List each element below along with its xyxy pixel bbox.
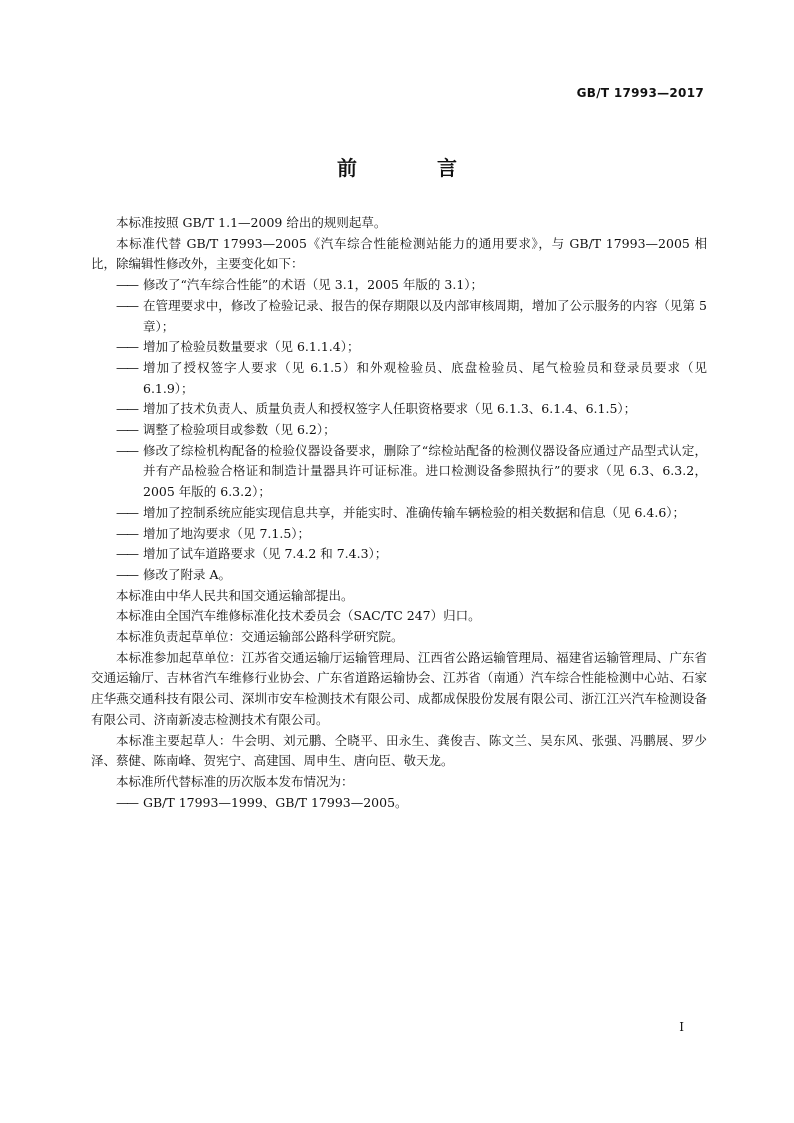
list-item-text: 修改了综检机构配备的检验仪器设备要求，删除了“综检站配备的检测仪器设备应通过产品型式认定，并有产品检验合格证和制造计量器具许可证标准。进口检测设备参照执行”的要求（见 6.3、6.3.2，2005 年版的 6.3.2）； — [143, 442, 707, 500]
dash-marker: —— — [116, 546, 137, 562]
paragraph-under-jurisdiction: 本标准由全国汽车维修标准化技术委员会（SAC/TC 247）归口。 — [116, 608, 481, 624]
list-item-text: 增加了检验员数量要求（见 6.1.1.4）； — [143, 339, 360, 355]
list-item-text: 增加了地沟要求（见 7.1.5）； — [143, 525, 311, 541]
dash-marker: —— — [116, 566, 137, 582]
dash-marker: —— — [116, 401, 137, 417]
list-item-text: 增加了技术负责人、质量负责人和授权签字人任职资格要求（见 6.1.3、6.1.4、6.1.5）； — [143, 401, 637, 417]
dash-marker: —— — [116, 359, 137, 375]
paragraph-history: 本标准所代替标准的历次版本发布情况为： — [116, 773, 354, 789]
dash-marker: —— — [116, 442, 137, 458]
list-item-text: 修改了“汽车综合性能”的术语（见 3.1，2005 年版的 3.1）； — [143, 277, 484, 293]
dash-marker: —— — [116, 297, 137, 313]
page-number: I — [679, 1020, 684, 1034]
paragraph-participating-drafters: 本标准参加起草单位：江苏省交通运输厅运输管理局、江西省公路运输管理局、福建省运输管理局、广东省交通运输厅、吉林省汽车维修行业协会、广东省道路运输协会、江苏省（南通）汽车综合性能检测中心站、石家庄华燕交通科技有限公司、深圳市安车检测技术有限公司、成都成保股份发展有限公司、浙江江兴汽车检测设备有限公司、济南新凌志检测技术有限公司。 — [91, 649, 707, 727]
list-item-text: 调整了检验项目或参数（见 6.2）； — [143, 422, 336, 438]
list-item-text: 增加了控制系统应能实现信息共享，并能实时、准确传输车辆检验的相关数据和信息（见 6.4.6）； — [143, 504, 686, 520]
list-item — [91, 441, 707, 503]
list-item — [91, 503, 707, 524]
list-item — [91, 296, 707, 337]
list-item — [91, 358, 707, 399]
list-item — [91, 337, 707, 358]
paragraph-lead-drafter: 本标准负责起草单位：交通运输部公路科学研究院。 — [116, 629, 404, 645]
paragraph-replacement: 本标准代替 GB/T 17993—2005《汽车综合性能检测站能力的通用要求》，与 GB/T 17993—2005 相比，除编辑性修改外，主要变化如下： — [91, 235, 707, 272]
dash-marker: —— — [116, 794, 137, 810]
list-item — [91, 565, 707, 586]
dash-marker: —— — [116, 422, 137, 438]
list-item — [91, 524, 707, 545]
dash-marker: —— — [116, 525, 137, 541]
standard-code: GB/T 17993—2017 — [576, 86, 704, 100]
list-item — [91, 544, 707, 565]
list-item-text: 在管理要求中，修改了检验记录、报告的保存期限以及内部审核周期，增加了公示服务的内容（见第 5 章）； — [143, 297, 707, 334]
paragraph-drafting-rules: 本标准按照 GB/T 1.1—2009 给出的规则起草。 — [116, 215, 387, 230]
list-item — [91, 420, 707, 441]
dash-marker: —— — [116, 277, 137, 293]
dash-marker: —— — [116, 339, 137, 355]
paragraph-proposed-by: 本标准由中华人民共和国交通运输部提出。 — [116, 587, 354, 603]
list-item — [91, 275, 707, 296]
list-item — [91, 793, 707, 814]
list-item-text: 增加了试车道路要求（见 7.4.2 和 7.4.3）； — [143, 546, 388, 562]
list-item — [91, 399, 707, 420]
dash-marker: —— — [116, 504, 137, 520]
history-versions: GB/T 17993—1999、GB/T 17993—2005。 — [143, 794, 408, 810]
list-item-text: 修改了附录 A。 — [143, 566, 232, 582]
foreword-body — [91, 213, 707, 813]
list-item-text: 增加了授权签字人要求（见 6.1.5）和外观检验员、底盘检验员、尾气检验员和登录员要求（见 6.1.9）； — [143, 359, 707, 396]
paragraph-main-drafters: 本标准主要起草人：牛会明、刘元鹏、仝晓平、田永生、龚俊吉、陈文兰、吴东风、张强、冯鹏展、罗少泽、蔡健、陈南峰、贺宪宁、高建国、周申生、唐向臣、敬天龙。 — [91, 732, 707, 769]
page-title: 前 言 — [337, 156, 487, 180]
